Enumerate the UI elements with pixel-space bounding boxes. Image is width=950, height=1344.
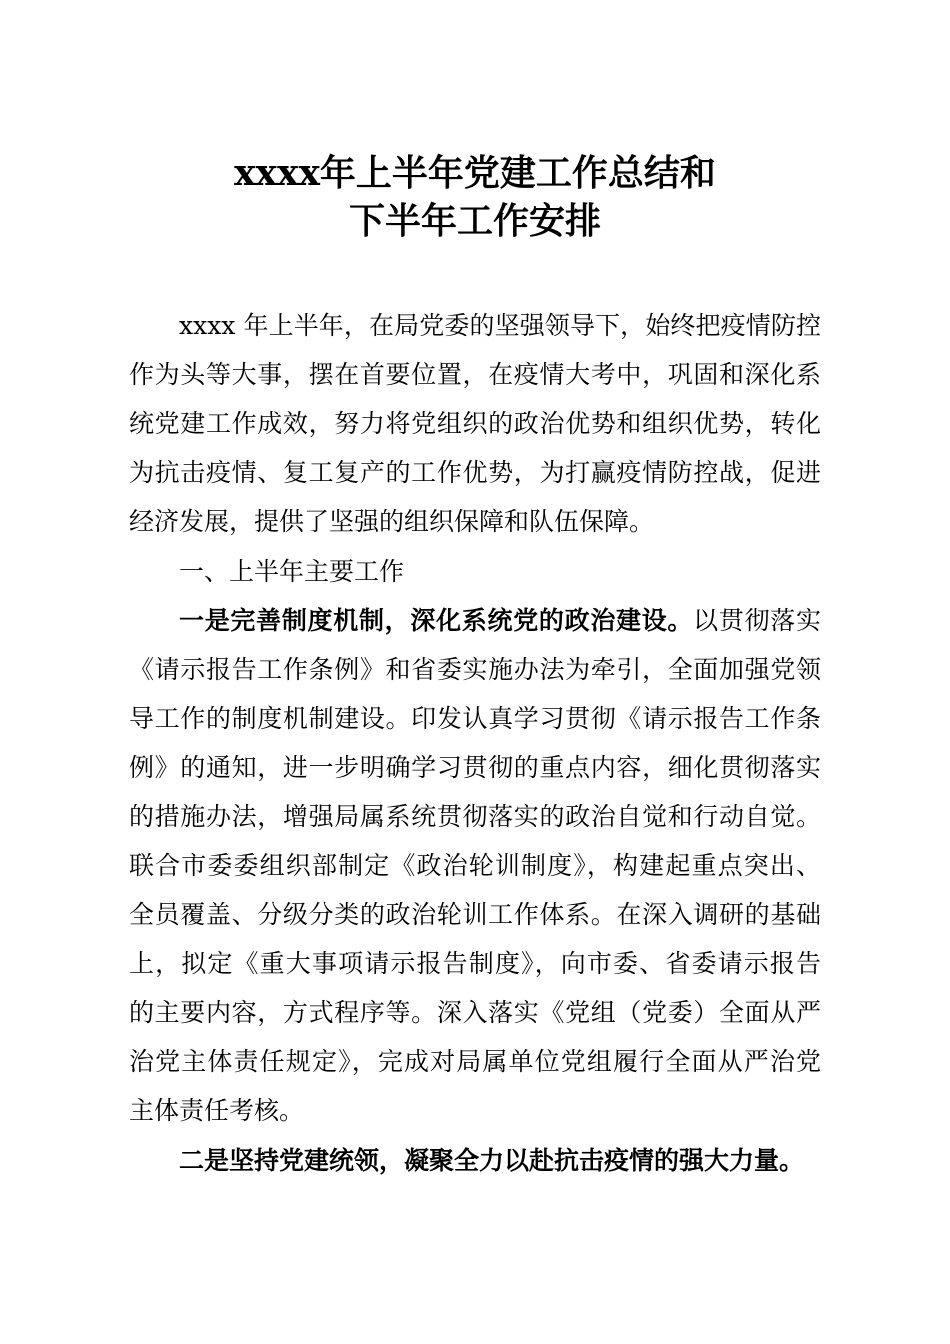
point-1-first-line [129,596,821,645]
intro-line: 为抗击疫情、复工复产的工作优势，为打赢疫情防控战，促进 [129,458,821,487]
section-heading [129,547,821,596]
intro-line: 统党建工作成效，努力将党组织的政治优势和组织优势，转化 [129,409,821,438]
intro-line: 经济发展，提供了坚强的组织保障和队伍保障。 [129,507,655,536]
point-1-line: 导工作的制度机制建设。印发认真学习贯彻《请示报告工作条 [129,704,821,733]
point-1-line: 上，拟定《重大事项请示报告制度》，向市委、省委请示报告 [129,949,821,978]
document-title-line-2: 下半年工作安排 [348,200,601,242]
point-1-paragraph [129,596,821,1135]
point-1-line: 的措施办法，增强局属系统贯彻落实的政治自觉和行动自觉。 [129,802,821,831]
point-2-paragraph [129,1136,821,1185]
point-1-line: 例》的通知，进一步明确学习贯彻的重点内容，细化贯彻落实 [129,753,821,782]
point-1-line: 主体责任考核。 [129,1096,305,1125]
point-2-bold-lead: 二是坚持党建统领，凝聚全力以赴抗击疫情的强大力量。 [179,1146,805,1175]
intro-paragraph [129,301,821,546]
document-title-line-1: xxxx年上半年党建工作总结和 [234,152,716,194]
point-1-line: 的主要内容，方式程序等。深入落实《党组（党委）全面从严 [129,998,821,1027]
intro-line: 作为头等大事，摆在首要位置，在疫情大考中，巩固和深化系 [129,360,821,389]
point-1-bold-lead: 一是完善制度机制，深化系统党的政治建设。 [179,606,694,635]
section-heading-text: 一、上半年主要工作 [179,557,405,586]
intro-line: xxxx 年上半年，在局党委的坚强领导下，始终把疫情防控 [179,311,821,340]
point-1-line: 全员覆盖、分级分类的政治轮训工作体系。在深入调研的基础 [129,900,821,929]
point-1-line: 《请示报告工作条例》和省委实施办法为牵引，全面加强党领 [129,655,821,684]
point-1-line: 联合市委委组织部制定《政治轮训制度》，构建起重点突出、 [129,851,821,880]
point-1-first-line-rest: 以贯彻落实 [693,606,821,635]
point-1-line: 治党主体责任规定》，完成对局属单位党组履行全面从严治党 [129,1047,821,1076]
